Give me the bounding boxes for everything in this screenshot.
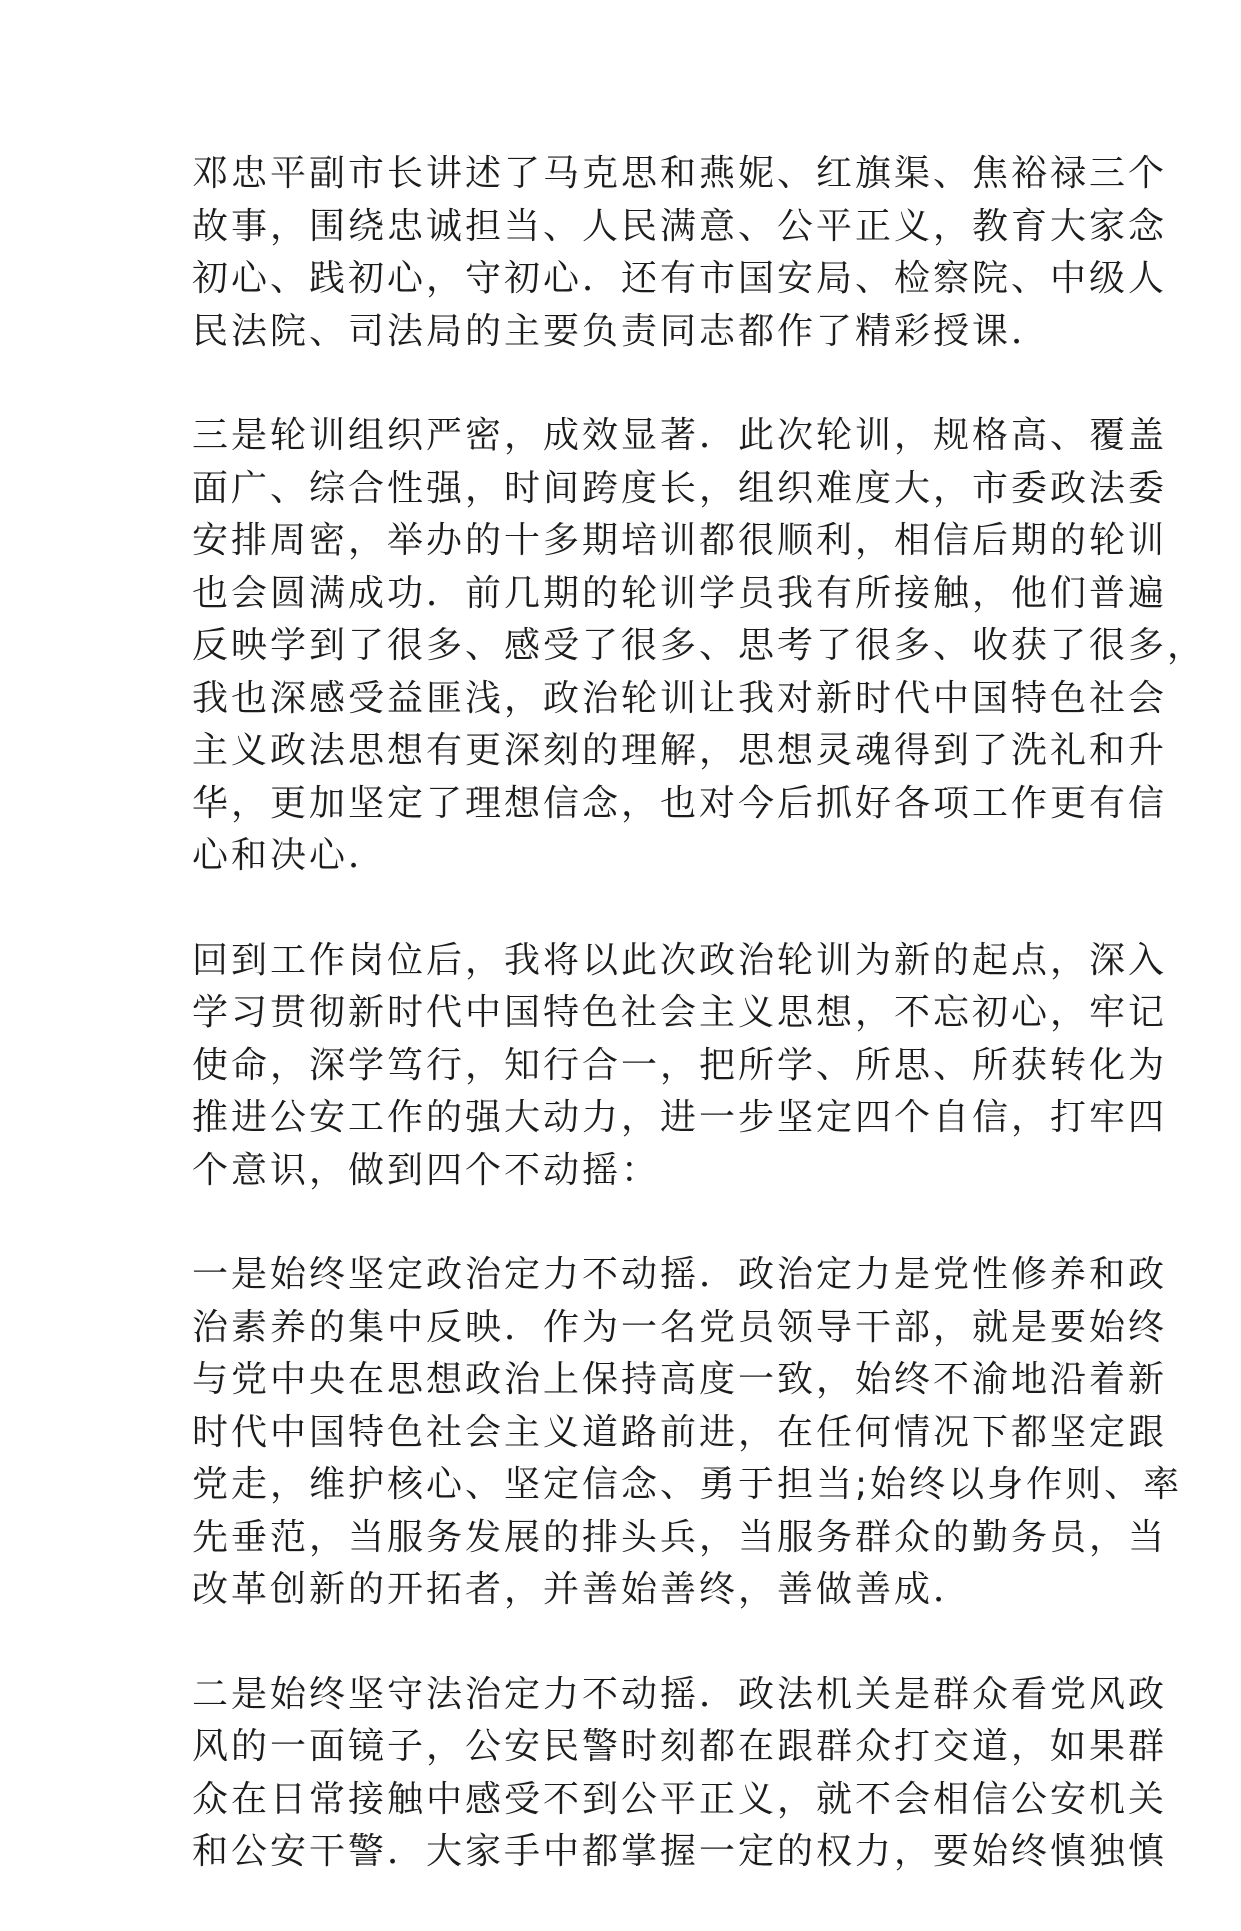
text-line: 反映学到了很多、感受了很多、思考了很多、收获了很多， <box>192 625 1207 666</box>
text-line: 心和决心． <box>192 835 388 876</box>
paragraph-3 <box>192 935 1168 1198</box>
text-line: 邓忠平副市长讲述了马克思和燕妮、红旗渠、焦裕禄三个 <box>192 153 1168 194</box>
text-line: 个意识，做到四个不动摇： <box>192 1149 661 1191</box>
text-line: 和公安干警．大家手中都掌握一定的权力，要始终慎独慎 <box>192 1831 1168 1872</box>
text-line: 安排周密，举办的十多期培训都很顺利，相信后期的轮训 <box>192 520 1168 561</box>
text-line: 也会圆满成功．前几期的轮训学员我有所接触，他们普遍 <box>192 572 1168 614</box>
text-line: 风的一面镜子，公安民警时刻都在跟群众打交道，如果群 <box>192 1726 1168 1767</box>
text-line: 我也深感受益匪浅，政治轮训让我对新时代中国特色社会 <box>192 677 1168 719</box>
text-line: 治素养的集中反映．作为一名党员领导干部，就是要始终 <box>192 1306 1168 1348</box>
text-line: 党走，维护核心、坚定信念、勇于担当;始终以身作则、率 <box>192 1464 1183 1505</box>
paragraph-2 <box>192 410 1207 883</box>
text-line: 改革创新的开拓者，并善始善终，善做善成． <box>192 1569 973 1610</box>
document-body <box>192 148 1207 1931</box>
text-line: 民法院、司法局的主要负责同志都作了精彩授课． <box>192 310 1051 352</box>
text-line: 一是始终坚定政治定力不动摇．政治定力是党性修养和政 <box>192 1254 1168 1295</box>
paragraph-5 <box>192 1669 1168 1879</box>
paragraph-4 <box>192 1249 1183 1617</box>
text-line: 初心、践初心，守初心．还有市国安局、检察院、中级人 <box>192 258 1168 299</box>
text-line: 先垂范，当服务发展的排头兵，当服务群众的勤务员，当 <box>192 1516 1168 1558</box>
text-line: 二是始终坚守法治定力不动摇．政法机关是群众看党风政 <box>192 1673 1168 1715</box>
text-line: 推进公安工作的强大动力，进一步坚定四个自信，打牢四 <box>192 1097 1168 1138</box>
text-line: 与党中央在思想政治上保持高度一致，始终不渝地沿着新 <box>192 1359 1168 1400</box>
text-line: 回到工作岗位后，我将以此次政治轮训为新的起点，深入 <box>192 939 1168 981</box>
text-line: 华，更加坚定了理想信念，也对今后抓好各项工作更有信 <box>192 782 1168 824</box>
text-line: 使命，深学笃行，知行合一，把所学、所思、所获转化为 <box>192 1044 1168 1086</box>
text-line: 故事，围绕忠诚担当、人民满意、公平正义，教育大家念 <box>192 205 1168 247</box>
text-line: 面广、综合性强，时间跨度长，组织难度大，市委政法委 <box>192 467 1168 509</box>
text-line: 三是轮训组织严密，成效显著．此次轮训，规格高、覆盖 <box>192 415 1168 456</box>
text-line: 学习贯彻新时代中国特色社会主义思想，不忘初心，牢记 <box>192 992 1168 1033</box>
text-line: 众在日常接触中感受不到公平正义，就不会相信公安机关 <box>192 1778 1168 1820</box>
text-line: 主义政法思想有更深刻的理解，思想灵魂得到了洗礼和升 <box>192 730 1168 771</box>
text-line: 时代中国特色社会主义道路前进，在任何情况下都坚定跟 <box>192 1411 1168 1453</box>
paragraph-1 <box>192 148 1168 358</box>
